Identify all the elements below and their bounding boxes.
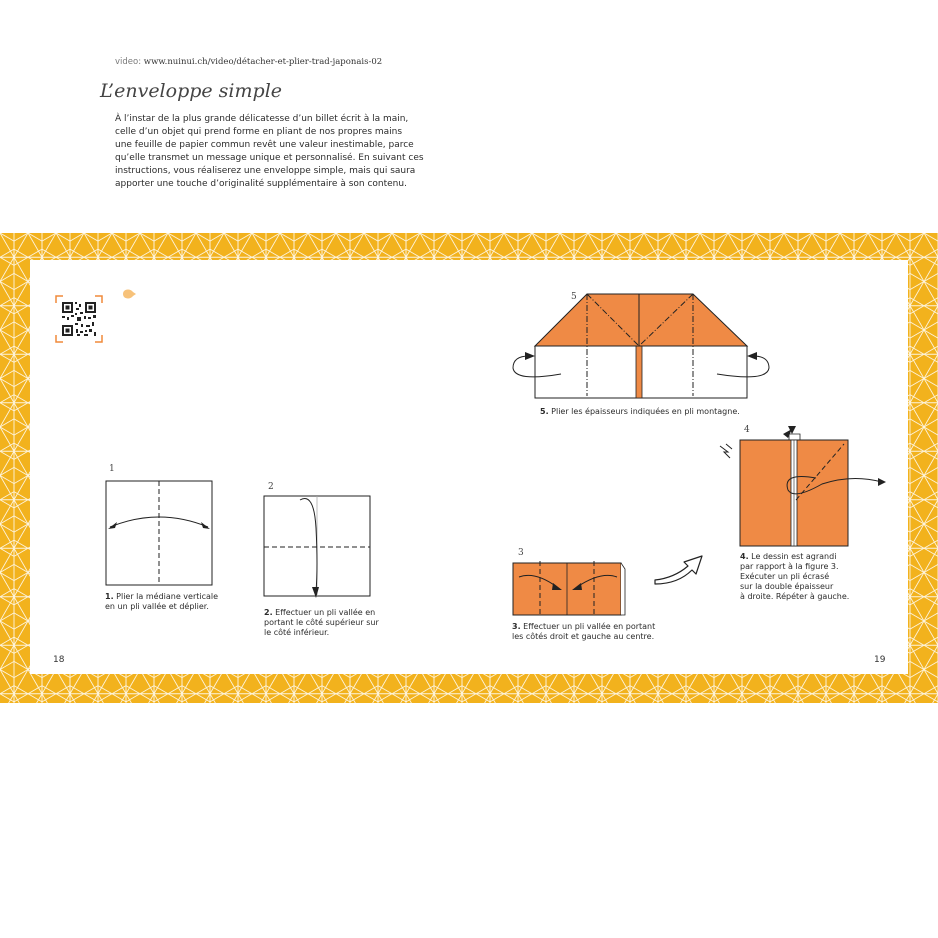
page-number-right: 19: [874, 655, 886, 665]
video-label: video:: [115, 57, 142, 67]
intro-line: À l’instar de la plus grande délicatesse d’un billet écrit à la main,: [115, 114, 409, 124]
step-4-number: 4: [744, 425, 750, 435]
step-1-caption: [105, 592, 218, 612]
step-3-caption-line: Effectuer un pli vallée en portant: [523, 622, 656, 631]
intro-paragraph: [115, 113, 424, 191]
step-2-caption: [264, 608, 379, 638]
page-title: L’enveloppe simple: [100, 80, 283, 102]
step-4-caption: [740, 552, 849, 602]
step-4-caption-line: Le dessin est agrandi: [751, 552, 837, 561]
intro-line: celle d’un objet qui prend forme en pliant de nos propres mains: [115, 127, 403, 137]
step-1-caption-line: en un pli vallée et déplier.: [105, 602, 209, 611]
step-3-diagram: [505, 555, 635, 620]
step-3-number: 3: [518, 548, 524, 558]
step-2-number: 2: [268, 482, 274, 492]
step-5-diagram: [505, 286, 780, 404]
step-2-caption-line: le côté inférieur.: [264, 628, 330, 637]
step-1-caption-line: Plier la médiane verticale: [116, 592, 219, 601]
step-4-diagram: [712, 422, 892, 550]
step-4-caption-line: sur la double épaisseur: [740, 582, 834, 591]
step-5-caption-num: 5.: [540, 407, 549, 416]
step-4-caption-line: par rapport à la figure 3.: [740, 562, 839, 571]
step-4-caption-line: à droite. Répéter à gauche.: [740, 592, 850, 601]
step-2-caption-line: Effectuer un pli vallée en: [275, 608, 376, 617]
step-5-caption: [540, 407, 740, 417]
video-pin-icon: [121, 287, 137, 301]
step-5-number: 5: [571, 292, 577, 302]
step-1-caption-num: 1.: [105, 592, 114, 601]
video-url[interactable]: www.nuinui.ch/video/détacher-et-plier-trad-japonais-02: [143, 57, 383, 67]
video-link[interactable]: [115, 57, 382, 67]
step-2-caption-line: portant le côté supérieur sur: [264, 618, 379, 627]
step-3-caption-num: 3.: [512, 622, 521, 631]
step-3-caption: [512, 622, 655, 642]
step-2-diagram: [258, 488, 378, 603]
step-1-diagram: [100, 474, 220, 590]
qr-code[interactable]: [55, 295, 103, 343]
intro-line: une feuille de papier commun revêt une valeur inestimable, parce: [115, 140, 414, 150]
step-3-caption-line: les côtés droit et gauche au centre.: [512, 632, 655, 641]
intro-line: apporter une touche d’originalité supplémentaire à son contenu.: [115, 179, 407, 189]
next-step-arrow-icon: [650, 548, 710, 588]
step-4-caption-line: Exécuter un pli écrasé: [740, 572, 830, 581]
step-1-number: 1: [109, 464, 115, 474]
intro-line: qu’elle transmet un message unique et personnalisé. En suivant ces: [115, 153, 424, 163]
page-number-left: 18: [53, 655, 65, 665]
step-2-caption-num: 2.: [264, 608, 273, 617]
step-5-caption-line: Plier les épaisseurs indiquées en pli montagne.: [551, 407, 740, 416]
step-4-caption-num: 4.: [740, 552, 749, 561]
intro-line: instructions, vous réaliserez une enveloppe simple, mais qui saura: [115, 166, 416, 176]
